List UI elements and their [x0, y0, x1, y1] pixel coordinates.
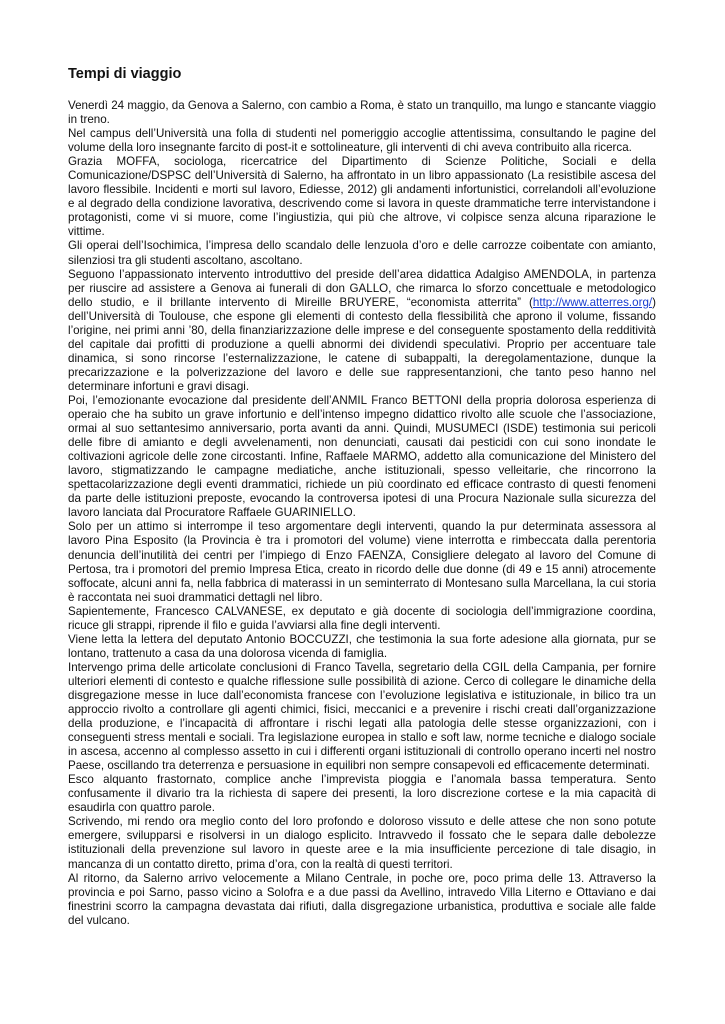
atterres-link[interactable]: http://www.atterres.org/ — [532, 295, 653, 309]
paragraph-boccuzzi: Viene letta la lettera del deputato Antonio BOCCUZZI, che testimonia la sua forte adesione alla giornata, pur se lontano, trattenuto a casa da una dolorosa vicenda di famiglia. — [68, 632, 656, 660]
paragraph-campus: Nel campus dell’Università una folla di studenti nel pomeriggio accoglie attentissima, consultando le pagine del volume della loro insegnante farcito di post-it e sottolineature, gli interventi di chi aveva contribuito alla ricerca. — [68, 127, 656, 155]
document-body — [68, 99, 656, 928]
paragraph-travel: Venerdì 24 maggio, da Genova a Salerno, con cambio a Roma, è stato un tranquillo, ma lungo e stancante viaggio in treno. — [68, 99, 656, 127]
paragraph-bettoni: Poi, l’emozionante evocazione dal presidente dell’ANMIL Franco BETTONI della propria dolorosa esperienza di operaio che ha subito un grave infortunio e dell’intenso impegno didattico rivolto alle scuole che l’associazione, ormai al suo settantesimo anniversario, porta avanti da anni. Quindi, MUSUMECI (ISDE) testimonia sui pericoli delle fibre di amianto e degli avvelenamenti, non denunciati, causati dai pesticidi con cui sono inondate le coltivazioni agricole delle zone circostanti. Infine, Raffaele MARMO, addetto alla comunicazione del Ministero del lavoro, stigmatizzando le campagne mediatiche, anche istituzionali, spesso velleitarie, che rincorrono la spettacolarizzazione degli eventi drammatici, richiede un più coordinato ed efficace contrasto di questi fenomeni da parte delle istituzioni preposte, evocando la controversa ipotesi di una Procura Nazionale sulla sicurezza del lavoro lanciata dal Procuratore Raffaele GUARINIELLO. — [68, 393, 656, 520]
paragraph-amendola-text-before: Seguono l’appassionato intervento introduttivo del preside dell’area didattica Adalgiso AMENDOLA, in partenza per riuscire ad assistere a Genova ai funerali di don GALLO, che rimarca lo sforzo concettuale e metodologico dello studio, e il brillante intervento di Mireille BRUYERE, “economista atterrita” ( — [68, 267, 656, 309]
paragraph-tavella: Intervengo prima delle articolate conclusioni di Franco Tavella, segretario della CGIL della Campania, per fornire ulteriori elementi di contesto e qualche riflessione sulle possibilità di azione. Cerco di collegare le dinamiche della disgregazione messe in luce dall’economista francese con l’evoluzione legislativa e istituzionale, in bilico tra un approccio rivolto a controllare gli agenti chimici, fisici, meccanici e a prevenire i rischi creati dall’organizzazione della produzione, e l’incapacità di affrontare i rischi legati alla patologia delle stesse organizzazioni, con i conseguenti stress mentali e sociali. Tra legislazione europea in stallo e soft law, norme tecniche e dialogo sociale in ascesa, accenno al complesso assetto in cui i differenti organi istituzionali di controllo operano incerti nel nostro Paese, oscillando tra deterrenza e persuasione in equilibri non sempre consapevoli ed efficacemente determinati. — [68, 660, 656, 773]
paragraph-amendola — [68, 268, 656, 394]
document-title: Tempi di viaggio — [68, 66, 182, 82]
paragraph-scrivendo: Scrivendo, mi rendo ora meglio conto del loro profondo e doloroso vissuto e delle attese che non sono potute emergere, svilupparsi e risolversi in un dialogo esplicito. Intravvedo il fossato che le separa dalle debolezze istituzionali della prevenzione sul lavoro in queste aree e la mia insufficiente percezione di tale disagio, in mancanza di un contatto diretto, prima d’ora, con la realtà di questi territori. — [68, 815, 656, 871]
paragraph-frastornato: Esco alquanto frastornato, complice anche l’imprevista pioggia e l’anomala bassa temperatura. Sento confusamente il divario tra la richiesta di sapere dei presenti, la loro discrezione cortese e la mia capacità di esaudirla con quattro parole. — [68, 773, 656, 815]
paragraph-calvanese: Sapientemente, Francesco CALVANESE, ex deputato e già docente di sociologia dell’immigrazione coordina, ricuce gli strappi, riprende il filo e guida l’avviarsi alla fine degli interventi. — [68, 604, 656, 632]
paragraph-moffa: Grazia MOFFA, sociologa, ricercatrice del Dipartimento di Scienze Politiche, Sociali e della Comunicazione/DSPSC dell’Università di Salerno, ha affrontato in un libro appassionato (La resistibile ascesa del lavoro flessibile. Incidenti e morti sul lavoro, Ediesse, 2012) gli andamenti infortunistici, correlandoli all’evoluzione e al degrado della condizione lavorativa, descrivendo come si lavora in queste drammatiche terre intervistandone i protagonisti, come vi si muore, come l’ingiustizia, qui più che altrove, vi colpisce senza alcuna riparazione le vittime. — [68, 155, 656, 239]
paragraph-ritorno: Al ritorno, da Salerno arrivo velocemente a Milano Centrale, in poche ore, poco prima delle 13. Attraverso la provincia e poi Sarno, passo vicino a Solofra e a due passi da Avellino, intravedo Villa Literno e Ottaviano e dai finestrini scorro la campagna devastata dai rifiuti, dalla disgregazione urbanistica, produttiva e sociale alle falde del vulcano. — [68, 871, 656, 927]
paragraph-amendola-text-after: ) dell’Università di Toulouse, che espone gli elementi di contesto della flessibilità che aprono il volume, fissando l’origine, nei primi anni ’80, della finanziarizzazione delle imprese e del conseguente spostamento della redditività del capitale dai profitti di produzione a quelli abnormi dei dividendi speculativi. Proprio per accentuare tale dinamica, si sono rincorse l’esternalizzazione, le catene di subappalti, la deregolamentazione, dunque la precarizzazione e la polverizzazione del lavoro e delle sue rappresentanzioni, che tanto peso hanno nel determinare infortuni e gravi disagi. — [68, 295, 656, 393]
document-page — [68, 66, 656, 928]
paragraph-isochimica: Gli operai dell’Isochimica, l’impresa dello scandalo delle lenzuola d’oro e delle carrozze coibentate con amianto, silenziosi tra gli studenti ascoltano, ascoltano. — [68, 239, 656, 267]
paragraph-esposito: Solo per un attimo si interrompe il teso argomentare degli interventi, quando la pur determinata assessora al lavoro Pina Esposito (la Provincia è tra i promotori del volume) viene interrotta e rimbeccata dalla perentoria denuncia dell’inutilità dei centri per l’impiego di Enzo FAENZA, Consigliere delegato al lavoro del Comune di Pertosa, tra i promotori del premio Impresa Etica, creato in ricordo delle due donne (di 49 e 15 anni) atrocemente soffocate, alcuni anni fa, nella fabbrica di materassi in un seminterrato di Montesano sulla Marcellana, la cui storia è raccontata nei suoi drammatici dettagli nel libro. — [68, 520, 656, 604]
